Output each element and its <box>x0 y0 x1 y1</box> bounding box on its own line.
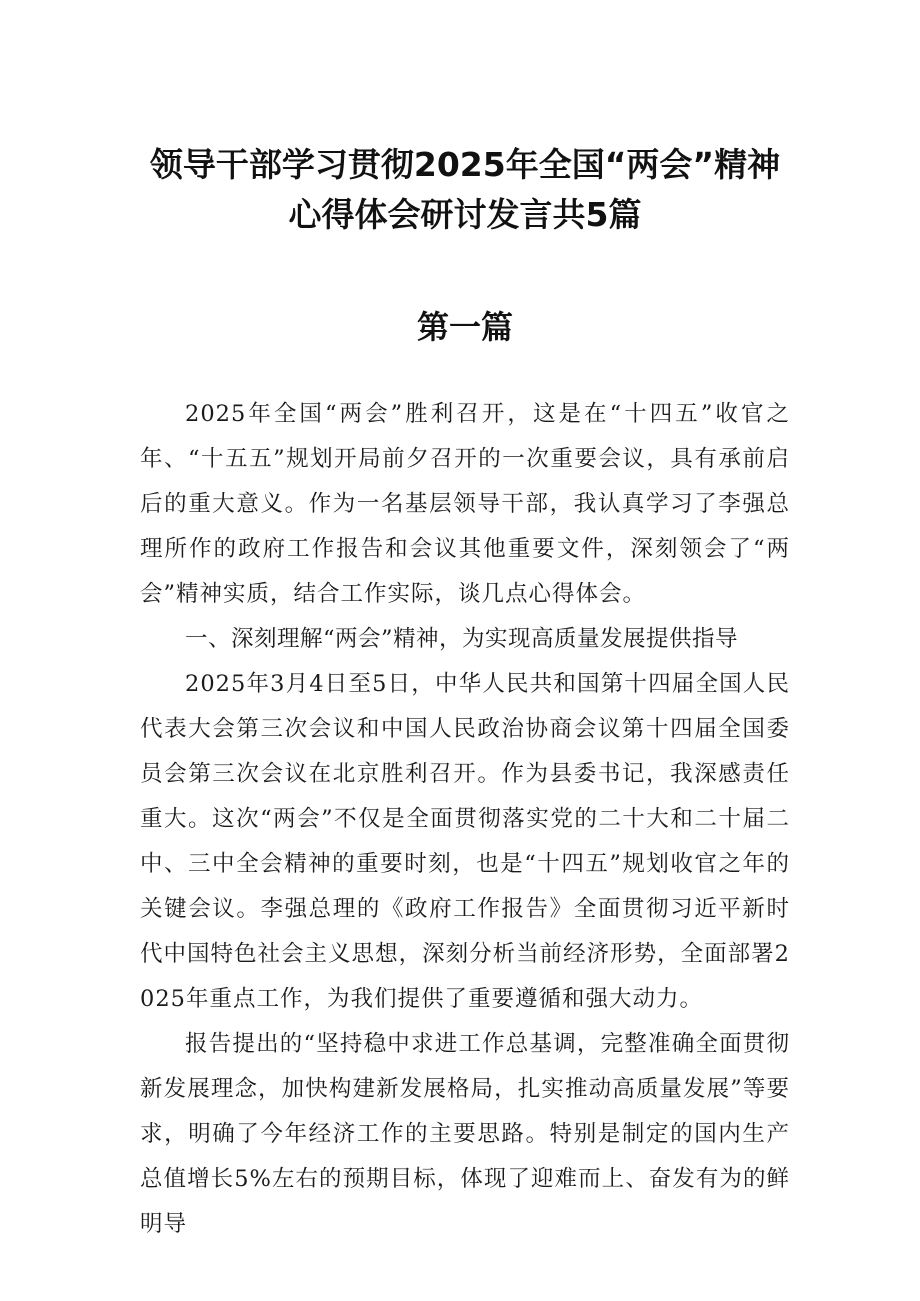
paragraph-meeting: 2025年3月4日至5日，中华人民共和国第十四届全国人民代表大会第三次会议和中国人民政治协商会议第十四届全国委员会第三次会议在北京胜利召开。作为县委书记，我深感责任重大。这次“两会”不仅是全面贯彻落实党的二十大和二十届二中、三中全会精神的重要时刻，也是“十四五”规划收官之年的关键会议。李强总理的《政府工作报告》全面贯彻习近平新时代中国特色社会主义思想，深刻分析当前经济形势，全面部署2025年重点工作，为我们提供了重要遵循和强大动力。 <box>140 671 790 1012</box>
document-body <box>140 392 790 1247</box>
paragraph-intro: 2025年全国“两会”胜利召开，这是在“十四五”收官之年、“十五五”规划开局前夕召开的一次重要会议，具有承前启后的重大意义。作为一名基层领导干部，我认真学习了李强总理所作的政府工作报告和会议其他重要文件，深刻领会了“两会”精神实质，结合工作实际，谈几点心得体会。 <box>140 401 790 607</box>
paragraph-heading-1: 一、深刻理解“两会”精神，为实现高质量发展提供指导 <box>185 626 739 652</box>
section-title: 第一篇 <box>416 308 513 346</box>
paragraph-report: 报告提出的“坚持稳中求进工作总基调，完整准确全面贯彻新发展理念，加快构建新发展格局，扎实推动高质量发展”等要求，明确了今年经济工作的主要思路。特别是制定的国内生产总值增长5%左右的预期目标，体现了迎难而上、奋发有为的鲜明导 <box>140 1031 790 1237</box>
document-title: 领导干部学习贯彻2025年全国“两会”精神心得体会研讨发言共5篇 <box>149 145 781 234</box>
